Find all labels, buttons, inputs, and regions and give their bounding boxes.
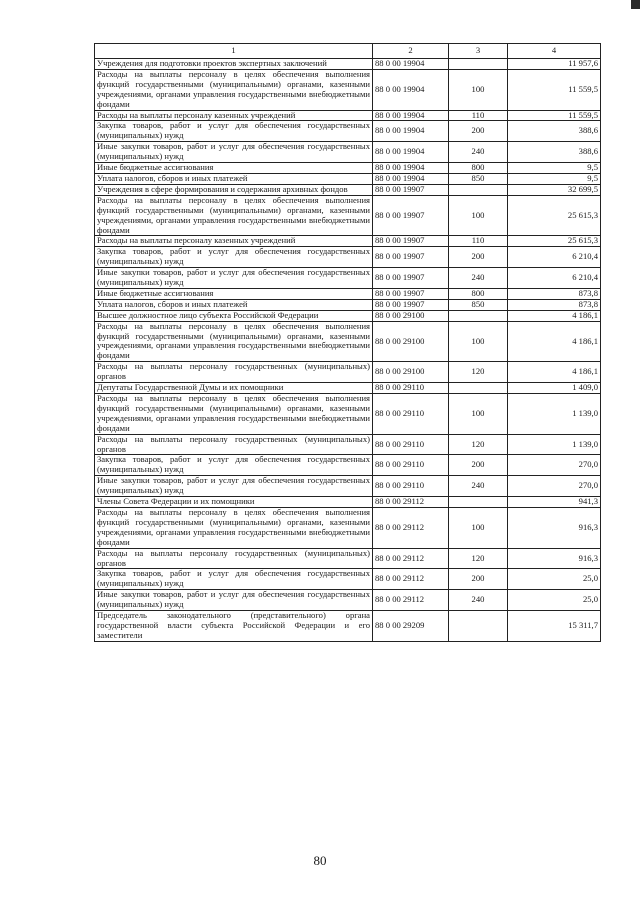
table-row [95, 110, 601, 121]
row-name-cell: Члены Совета Федерации и их помощники [95, 497, 373, 508]
table-row [95, 569, 601, 590]
row-kind-cell: 200 [449, 455, 508, 476]
row-amount-cell: 25,0 [508, 569, 601, 590]
row-code-cell: 88 0 00 29112 [373, 569, 449, 590]
table-row [95, 59, 601, 70]
row-name-cell: Высшее должностное лицо субъекта Российской Федерации [95, 310, 373, 321]
budget-table [94, 43, 601, 642]
row-name-cell: Расходы на выплаты персоналу в целях обеспечения выполнения функций государственными (муниципальными) органами, казенными учреждениями, органами управления государственными внебюджетными фондами [95, 321, 373, 362]
row-amount-cell: 4 186,1 [508, 321, 601, 362]
row-code-cell: 88 0 00 19907 [373, 288, 449, 299]
row-amount-cell: 9,5 [508, 173, 601, 184]
row-amount-cell: 25,0 [508, 590, 601, 611]
row-amount-cell: 11 957,6 [508, 59, 601, 70]
table-row [95, 121, 601, 142]
row-name-cell: Депутаты Государственной Думы и их помощники [95, 383, 373, 394]
row-name-cell: Закупка товаров, работ и услуг для обеспечения государственных (муниципальных) нужд [95, 121, 373, 142]
column-header-code: 2 [373, 44, 449, 59]
table-body [95, 59, 601, 642]
row-kind-cell: 850 [449, 173, 508, 184]
row-kind-cell: 110 [449, 236, 508, 247]
row-code-cell: 88 0 00 19904 [373, 163, 449, 174]
row-amount-cell: 941,3 [508, 497, 601, 508]
table-row [95, 69, 601, 110]
row-name-cell: Расходы на выплаты персоналу в целях обеспечения выполнения функций государственными (муниципальными) органами, казенными учреждениями, органами управления государственными внебюджетными фондами [95, 507, 373, 548]
table-row [95, 310, 601, 321]
row-kind-cell: 100 [449, 394, 508, 435]
row-amount-cell: 270,0 [508, 476, 601, 497]
row-amount-cell: 11 559,5 [508, 110, 601, 121]
row-amount-cell: 25 615,3 [508, 236, 601, 247]
row-code-cell: 88 0 00 29100 [373, 321, 449, 362]
row-amount-cell: 4 186,1 [508, 362, 601, 383]
row-name-cell: Закупка товаров, работ и услуг для обеспечения государственных (муниципальных) нужд [95, 455, 373, 476]
row-name-cell: Уплата налогов, сборов и иных платежей [95, 299, 373, 310]
table-row [95, 184, 601, 195]
row-code-cell: 88 0 00 19904 [373, 121, 449, 142]
row-kind-cell: 240 [449, 142, 508, 163]
table-row [95, 362, 601, 383]
row-name-cell: Иные закупки товаров, работ и услуг для обеспечения государственных (муниципальных) нужд [95, 268, 373, 289]
table-row [95, 247, 601, 268]
row-amount-cell: 1 139,0 [508, 394, 601, 435]
page-number: 80 [313, 853, 327, 868]
table-header-row [95, 44, 601, 59]
row-amount-cell: 9,5 [508, 163, 601, 174]
table-row [95, 195, 601, 236]
row-name-cell: Уплата налогов, сборов и иных платежей [95, 173, 373, 184]
row-code-cell: 88 0 00 29112 [373, 507, 449, 548]
row-name-cell: Расходы на выплаты персоналу в целях обеспечения выполнения функций государственными (муниципальными) органами, казенными учреждениями, органами управления государственными внебюджетными фондами [95, 69, 373, 110]
row-amount-cell: 873,8 [508, 299, 601, 310]
row-code-cell: 88 0 00 19904 [373, 142, 449, 163]
row-code-cell: 88 0 00 29112 [373, 497, 449, 508]
row-code-cell: 88 0 00 29110 [373, 476, 449, 497]
table-row [95, 548, 601, 569]
row-amount-cell: 6 210,4 [508, 247, 601, 268]
row-name-cell: Закупка товаров, работ и услуг для обеспечения государственных (муниципальных) нужд [95, 247, 373, 268]
row-kind-cell: 120 [449, 362, 508, 383]
row-code-cell: 88 0 00 29112 [373, 590, 449, 611]
row-name-cell: Учреждения в сфере формирования и содержания архивных фондов [95, 184, 373, 195]
table-row [95, 394, 601, 435]
row-kind-cell: 800 [449, 288, 508, 299]
row-kind-cell [449, 497, 508, 508]
column-header-name: 1 [95, 44, 373, 59]
row-name-cell: Закупка товаров, работ и услуг для обеспечения государственных (муниципальных) нужд [95, 569, 373, 590]
row-name-cell: Расходы на выплаты персоналу казенных учреждений [95, 110, 373, 121]
row-code-cell: 88 0 00 29110 [373, 394, 449, 435]
row-kind-cell [449, 383, 508, 394]
row-name-cell: Учреждения для подготовки проектов экспертных заключений [95, 59, 373, 70]
row-kind-cell: 200 [449, 569, 508, 590]
row-amount-cell: 916,3 [508, 548, 601, 569]
row-kind-cell: 110 [449, 110, 508, 121]
row-kind-cell: 100 [449, 321, 508, 362]
row-amount-cell: 6 210,4 [508, 268, 601, 289]
column-header-kind: 3 [449, 44, 508, 59]
row-name-cell: Иные бюджетные ассигнования [95, 163, 373, 174]
row-kind-cell [449, 59, 508, 70]
row-kind-cell: 120 [449, 548, 508, 569]
row-amount-cell: 25 615,3 [508, 195, 601, 236]
row-amount-cell: 4 186,1 [508, 310, 601, 321]
row-code-cell: 88 0 00 29112 [373, 548, 449, 569]
table-row [95, 321, 601, 362]
row-code-cell: 88 0 00 19907 [373, 268, 449, 289]
table-row [95, 299, 601, 310]
table-row [95, 163, 601, 174]
table-row [95, 173, 601, 184]
row-name-cell: Расходы на выплаты персоналу государственных (муниципальных) органов [95, 548, 373, 569]
table-row [95, 434, 601, 455]
row-kind-cell [449, 611, 508, 642]
row-kind-cell: 800 [449, 163, 508, 174]
row-kind-cell: 200 [449, 121, 508, 142]
row-code-cell: 88 0 00 19907 [373, 184, 449, 195]
row-amount-cell: 15 311,7 [508, 611, 601, 642]
row-code-cell: 88 0 00 29100 [373, 362, 449, 383]
table-row [95, 497, 601, 508]
table-row [95, 268, 601, 289]
row-amount-cell: 11 559,5 [508, 69, 601, 110]
row-name-cell: Иные закупки товаров, работ и услуг для обеспечения государственных (муниципальных) нужд [95, 476, 373, 497]
row-kind-cell: 240 [449, 476, 508, 497]
row-amount-cell: 1 409,0 [508, 383, 601, 394]
row-name-cell: Расходы на выплаты персоналу в целях обеспечения выполнения функций государственными (муниципальными) органами, казенными учреждениями, органами управления государственными внебюджетными фондами [95, 195, 373, 236]
row-name-cell: Иные бюджетные ассигнования [95, 288, 373, 299]
row-code-cell: 88 0 00 19904 [373, 69, 449, 110]
row-kind-cell: 100 [449, 69, 508, 110]
row-kind-cell [449, 184, 508, 195]
row-code-cell: 88 0 00 19907 [373, 247, 449, 268]
row-amount-cell: 32 699,5 [508, 184, 601, 195]
row-code-cell: 88 0 00 19907 [373, 236, 449, 247]
table-row [95, 142, 601, 163]
row-name-cell: Иные закупки товаров, работ и услуг для обеспечения государственных (муниципальных) нужд [95, 142, 373, 163]
table-row [95, 236, 601, 247]
table-row [95, 611, 601, 642]
row-code-cell: 88 0 00 19907 [373, 299, 449, 310]
row-name-cell: Расходы на выплаты персоналу в целях обеспечения выполнения функций государственными (муниципальными) органами, казенными учреждениями, органами управления государственными внебюджетными фондами [95, 394, 373, 435]
row-kind-cell [449, 310, 508, 321]
table-row [95, 590, 601, 611]
table-row [95, 476, 601, 497]
row-name-cell: Расходы на выплаты персоналу казенных учреждений [95, 236, 373, 247]
row-amount-cell: 388,6 [508, 142, 601, 163]
row-name-cell: Иные закупки товаров, работ и услуг для обеспечения государственных (муниципальных) нужд [95, 590, 373, 611]
row-kind-cell: 120 [449, 434, 508, 455]
row-amount-cell: 388,6 [508, 121, 601, 142]
row-name-cell: Председатель законодательного (представительного) органа государственной власти субъекта Российской Федерации и его заместители [95, 611, 373, 642]
table-row [95, 455, 601, 476]
table-row [95, 383, 601, 394]
row-kind-cell: 850 [449, 299, 508, 310]
row-kind-cell: 100 [449, 507, 508, 548]
row-code-cell: 88 0 00 19904 [373, 110, 449, 121]
row-code-cell: 88 0 00 29110 [373, 383, 449, 394]
scan-corner-mark [631, 0, 640, 9]
row-code-cell: 88 0 00 29110 [373, 434, 449, 455]
row-code-cell: 88 0 00 19904 [373, 173, 449, 184]
row-kind-cell: 200 [449, 247, 508, 268]
row-kind-cell: 100 [449, 195, 508, 236]
table-row [95, 507, 601, 548]
row-code-cell: 88 0 00 29110 [373, 455, 449, 476]
row-amount-cell: 1 139,0 [508, 434, 601, 455]
row-code-cell: 88 0 00 19904 [373, 59, 449, 70]
column-header-amount: 4 [508, 44, 601, 59]
row-name-cell: Расходы на выплаты персоналу государственных (муниципальных) органов [95, 362, 373, 383]
row-amount-cell: 916,3 [508, 507, 601, 548]
row-kind-cell: 240 [449, 268, 508, 289]
row-code-cell: 88 0 00 19907 [373, 195, 449, 236]
row-code-cell: 88 0 00 29100 [373, 310, 449, 321]
table-row [95, 288, 601, 299]
row-amount-cell: 270,0 [508, 455, 601, 476]
row-name-cell: Расходы на выплаты персоналу государственных (муниципальных) органов [95, 434, 373, 455]
row-kind-cell: 240 [449, 590, 508, 611]
row-code-cell: 88 0 00 29209 [373, 611, 449, 642]
row-amount-cell: 873,8 [508, 288, 601, 299]
